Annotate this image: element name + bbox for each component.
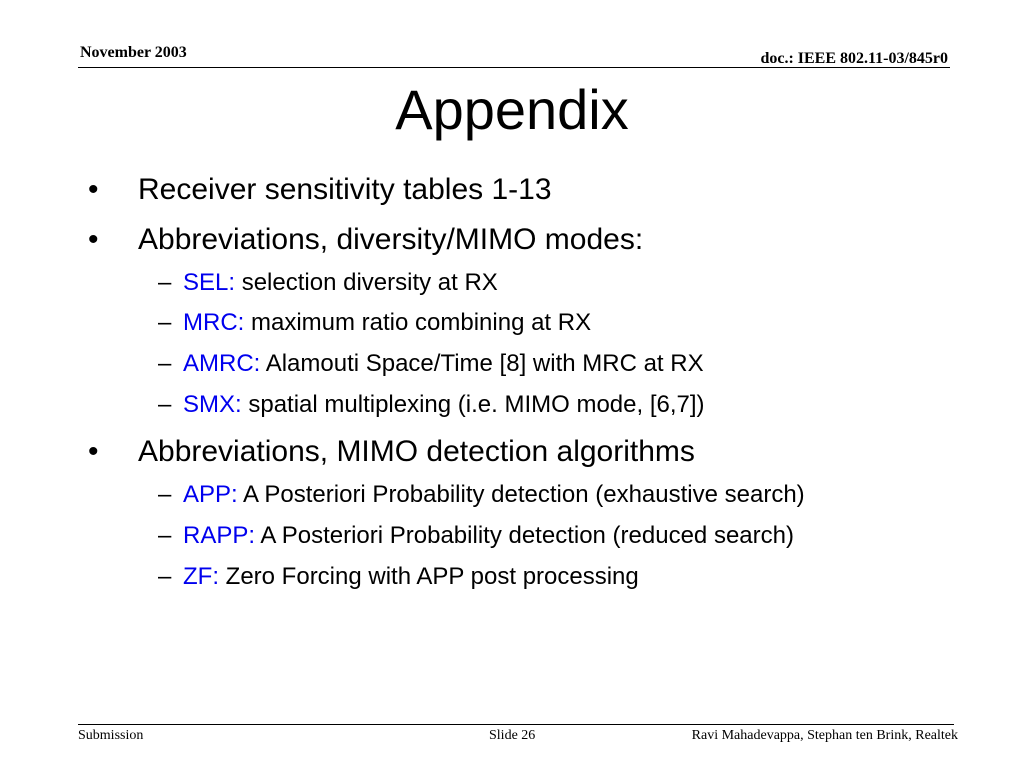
term-description: selection diversity at RX [235, 269, 498, 296]
bullet-marker: • [88, 435, 99, 468]
slide-title: Appendix [395, 78, 629, 141]
sub-bullet-marker: – [158, 522, 172, 549]
term-label: AMRC: [183, 350, 261, 377]
header-doc-id: doc.: IEEE 802.11-03/845r0 [760, 50, 948, 67]
term-description: maximum ratio combining at RX [244, 309, 592, 336]
bullet-marker: • [88, 223, 99, 256]
bullet-text: Abbreviations, diversity/MIMO modes: [138, 223, 644, 256]
footer-authors: Ravi Mahadevappa, Stephan ten Brink, Realtek [691, 728, 958, 743]
term-description: A Posteriori Probability detection (reduced search) [255, 522, 794, 549]
bullet-text: Receiver sensitivity tables 1-13 [138, 173, 552, 206]
term-description: spatial multiplexing (i.e. MIMO mode, [6,7]) [241, 391, 705, 418]
term-description: A Posteriori Probability detection (exhaustive search) [237, 481, 805, 508]
sub-bullet-marker: – [158, 391, 172, 418]
header-date: November 2003 [80, 44, 187, 61]
sub-bullet-marker: – [158, 350, 172, 377]
term-label: RAPP: [183, 522, 256, 549]
header-divider [78, 67, 950, 68]
term-label: ZF: [183, 563, 219, 590]
term-label: SEL: [183, 269, 236, 296]
bullet-text: Abbreviations, MIMO detection algorithms [138, 435, 695, 468]
footer-submission: Submission [78, 728, 144, 743]
sub-bullet-marker: – [158, 563, 172, 590]
footer-slide-number: Slide 26 [489, 728, 536, 743]
term-description: Alamouti Space/Time [8] with MRC at RX [260, 350, 704, 377]
sub-bullet-marker: – [158, 269, 172, 296]
term-label: SMX: [183, 391, 242, 418]
term-label: MRC: [183, 309, 245, 336]
sub-bullet-marker: – [158, 309, 172, 336]
sub-bullet-marker: – [158, 481, 172, 508]
footer-divider [78, 724, 954, 725]
term-label: APP: [183, 481, 238, 508]
term-description: Zero Forcing with APP post processing [219, 563, 639, 590]
bullet-marker: • [88, 173, 99, 206]
